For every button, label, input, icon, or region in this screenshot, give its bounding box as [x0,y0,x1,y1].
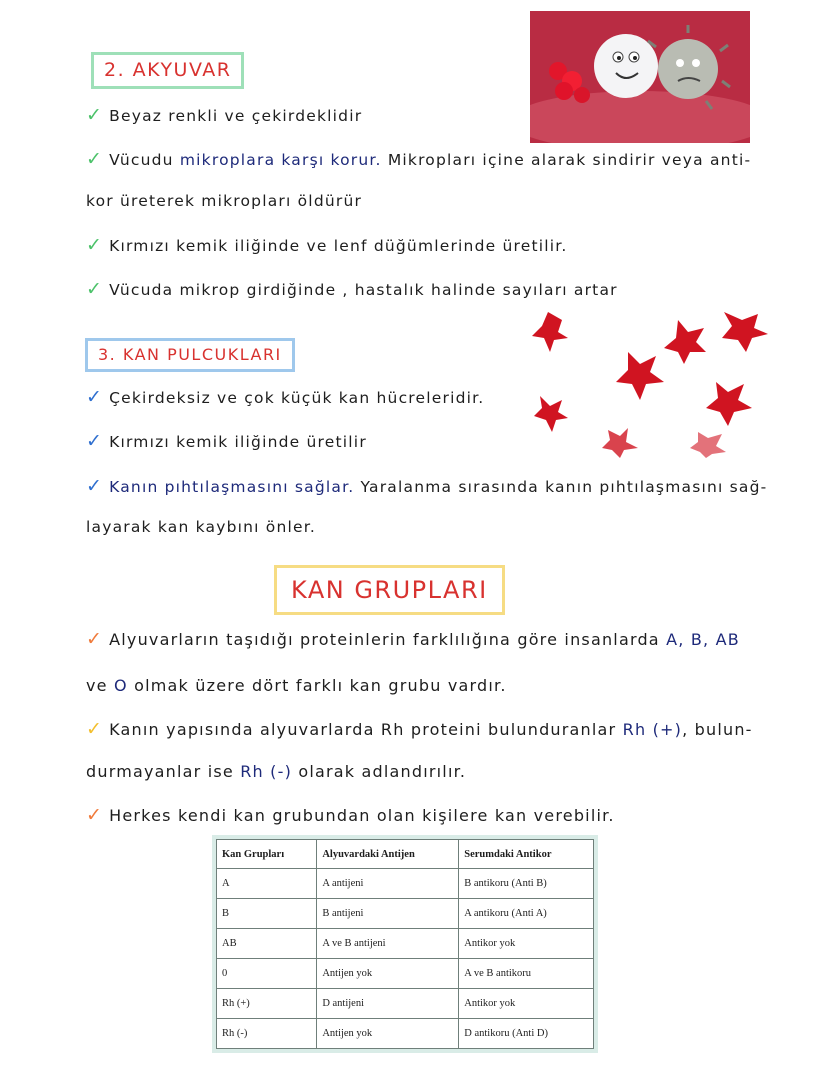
table-row [217,989,594,1019]
pulcuk-line-4: layarak kan kaybını önler. [86,518,317,536]
kan-line-1: ✓ Alyuvarların taşıdığı proteinlerin farklılığına göre insanlarda A, B, AB [86,628,740,650]
highlight-text: O [114,676,128,695]
check-icon: ✓ [86,718,104,740]
highlight-text: Rh (+) [622,720,683,739]
kan-line-2: ve O olmak üzere dört farklı kan grubu vardır. [86,676,507,695]
table-cell: B antikoru (Anti B) [459,869,594,899]
white-blood-cell-vs-virus-illustration [530,11,750,143]
table-row [217,959,594,989]
table-cell: Antijen yok [317,959,459,989]
section-heading-akyuvar: 2. AKYUVAR [91,52,244,89]
akyuvar-line-3: kor üreterek mikropları öldürür [86,192,363,210]
highlight-text: mikroplara karşı korur. [179,151,382,169]
check-icon: ✓ [86,475,104,497]
check-icon: ✓ [86,278,104,300]
table-row [217,1019,594,1049]
table-cell: Rh (-) [217,1019,317,1049]
table-cell: D antijeni [317,989,459,1019]
table-cell: AB [217,929,317,959]
table-cell: A antikoru (Anti A) [459,899,594,929]
table-row [217,899,594,929]
section-heading-kan-pulcuklari: 3. KAN PULCUKLARI [85,338,295,372]
table-cell: Antikor yok [459,989,594,1019]
kan-line-3: ✓ Kanın yapısında alyuvarlarda Rh proteini bulunduranlar Rh (+), bulun- [86,718,753,740]
pulcuk-line-1: ✓ Çekirdeksiz ve çok küçük kan hücreleridir. [86,386,485,408]
pulcuk-line-3: ✓ Kanın pıhtılaşmasını sağlar. Yaralanma sırasında kanın pıhtılaşmasını sağ- [86,475,768,497]
highlight-text: Kanın pıhtılaşmasını sağlar. [109,478,355,496]
table-cell: Antikor yok [459,929,594,959]
kan-line-4: durmayanlar ise Rh (-) olarak adlandırılır. [86,762,467,781]
highlight-text: A, B, AB [666,630,740,649]
table-cell: Antijen yok [317,1019,459,1049]
akyuvar-line-5: ✓ Vücuda mikrop girdiğinde , hastalık halinde sayıları artar [86,278,618,300]
check-icon: ✓ [86,148,104,170]
table-row [217,929,594,959]
check-icon: ✓ [86,804,104,826]
table-cell: A ve B antijeni [317,929,459,959]
table-header-row [217,840,594,869]
table-cell: D antikoru (Anti D) [459,1019,594,1049]
check-icon: ✓ [86,234,104,256]
table-header-cell: Serumdaki Antikor [459,840,594,869]
table-header-cell: Kan Grupları [217,840,317,869]
akyuvar-line-4: ✓ Kırmızı kemik iliğinde ve lenf düğümlerinde üretilir. [86,234,568,256]
table-header-cell: Alyuvardaki Antijen [317,840,459,869]
table-cell: A [217,869,317,899]
kan-line-5: ✓ Herkes kendi kan grubundan olan kişilere kan verebilir. [86,804,615,826]
table-cell: B antijeni [317,899,459,929]
akyuvar-line-2: ✓ Vücudu mikroplara karşı korur. Mikropları içine alarak sindirir veya anti- [86,148,752,170]
table-cell: B [217,899,317,929]
table-cell: A ve B antikoru [459,959,594,989]
check-icon: ✓ [86,628,104,650]
table-row [217,869,594,899]
pulcuk-line-2: ✓ Kırmızı kemik iliğinde üretilir [86,430,367,452]
akyuvar-line-1: ✓ Beyaz renkli ve çekirdeklidir [86,104,363,126]
blood-groups-table [216,839,594,1049]
check-icon: ✓ [86,104,104,126]
table-cell: 0 [217,959,317,989]
section-heading-kan-gruplari: KAN GRUPLARI [274,565,505,615]
table-cell: Rh (+) [217,989,317,1019]
check-icon: ✓ [86,430,104,452]
table-cell: A antijeni [317,869,459,899]
platelets-illustration [528,312,772,458]
check-icon: ✓ [86,386,104,408]
highlight-text: Rh (-) [240,762,293,781]
